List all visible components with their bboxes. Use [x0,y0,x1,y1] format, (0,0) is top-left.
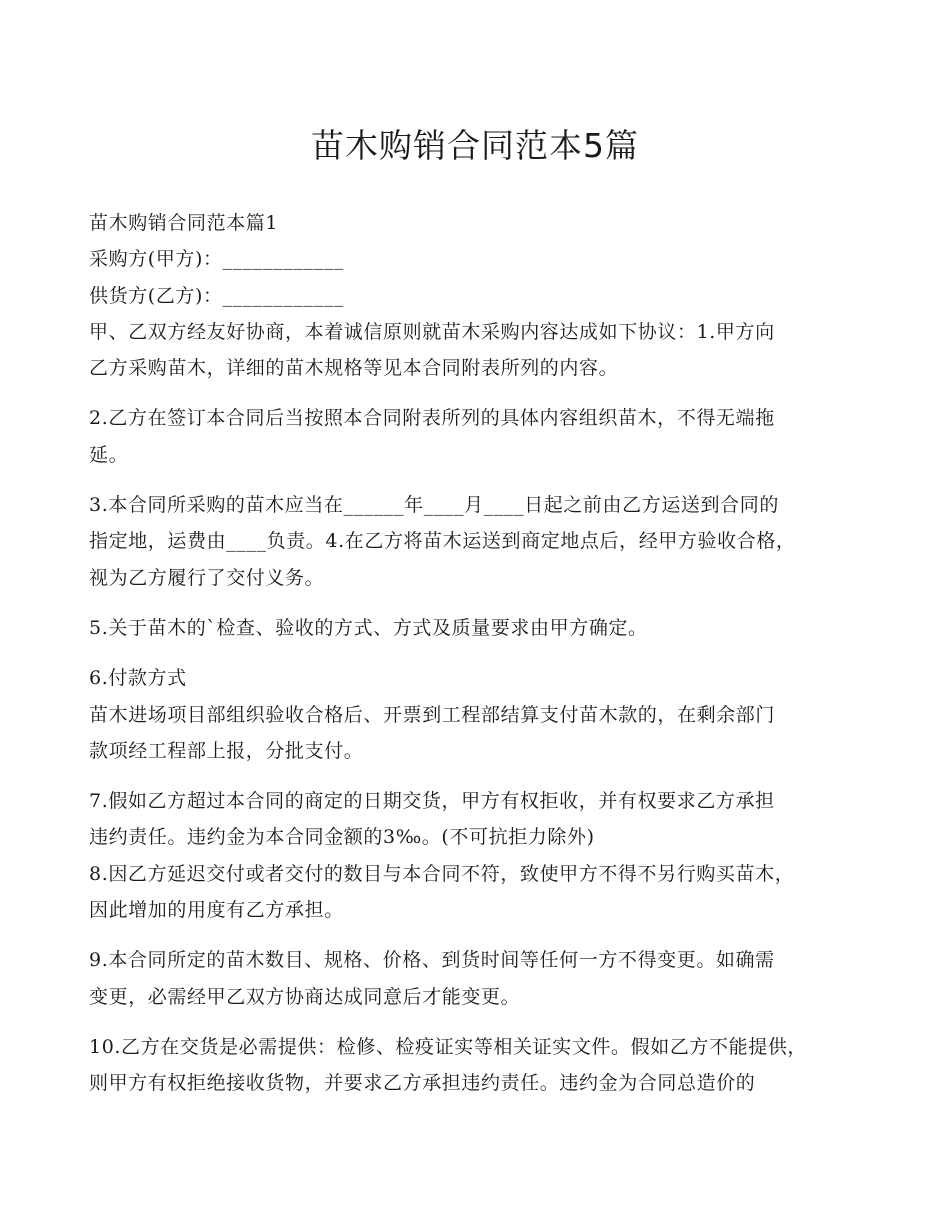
section-heading: 苗木购销合同范本篇1 [89,212,279,234]
clause-3-line: 3.本合同所采购的苗木应当在______年____月____日起之前由乙方运送到合同的 [89,494,779,517]
clause-9-line: 9.本合同所定的苗木数目、规格、价格、到货时间等任何一方不得变更。如确需 [89,949,775,972]
paragraph-line: 乙方采购苗木，详细的苗木规格等见本合同附表所列的内容。 [89,357,619,380]
clause-7-line: 7.假如乙方超过本合同的商定的日期交货，甲方有权拒收，并有权要求乙方承担 [89,790,775,813]
clause-9-line: 变更，必需经甲乙双方协商达成同意后才能变更。 [89,985,521,1008]
clause-7-line: 违约责任。违约金为本合同金额的3‰。(不可抗拒力除外) [89,826,595,849]
document-title: 苗木购销合同范本5篇 [311,126,639,165]
clause-6-line: 款项经工程部上报，分批支付。 [89,739,364,762]
document-body [89,205,861,1102]
clause-2-line: 延。 [89,443,129,466]
paragraph-line: 甲、乙双方经友好协商，本着诚信原则就苗木采购内容达成如下协议：1.甲方向 [89,320,775,343]
clause-8-line: 8.因乙方延迟交付或者交付的数目与本合同不符，致使甲方不得不另行购买苗木， [89,862,795,885]
clause-3-line: 指定地，运费由____负责。4.在乙方将苗木运送到商定地点后，经甲方验收合格， [89,530,796,553]
supplier-line: 供货方(乙方)：____________ [89,284,344,307]
clause-5-line: 5.关于苗木的`检查、验收的方式、方式及质量要求由甲方确定。 [89,616,648,639]
clause-10-line: 则甲方有权拒绝接收货物，并要求乙方承担违约责任。违约金为合同总造价的 [89,1072,756,1095]
clause-3-line: 视为乙方履行了交付义务。 [89,566,325,589]
clause-10-line: 10.乙方在交货是必需提供：检修、检疫证实等相关证实文件。假如乙方不能提供， [89,1035,808,1058]
buyer-line: 采购方(甲方)：____________ [89,248,344,271]
clause-6-heading: 6.付款方式 [89,667,187,690]
clause-6-line: 苗木进场项目部组织验收合格后、开票到工程部结算支付苗木款的，在剩余部门 [89,703,776,726]
clause-8-line: 因此增加的用度有乙方承担。 [89,899,344,922]
clause-2-line: 2.乙方在签订本合同后当按照本合同附表所列的具体内容组织苗木，不得无端拖 [89,407,775,430]
